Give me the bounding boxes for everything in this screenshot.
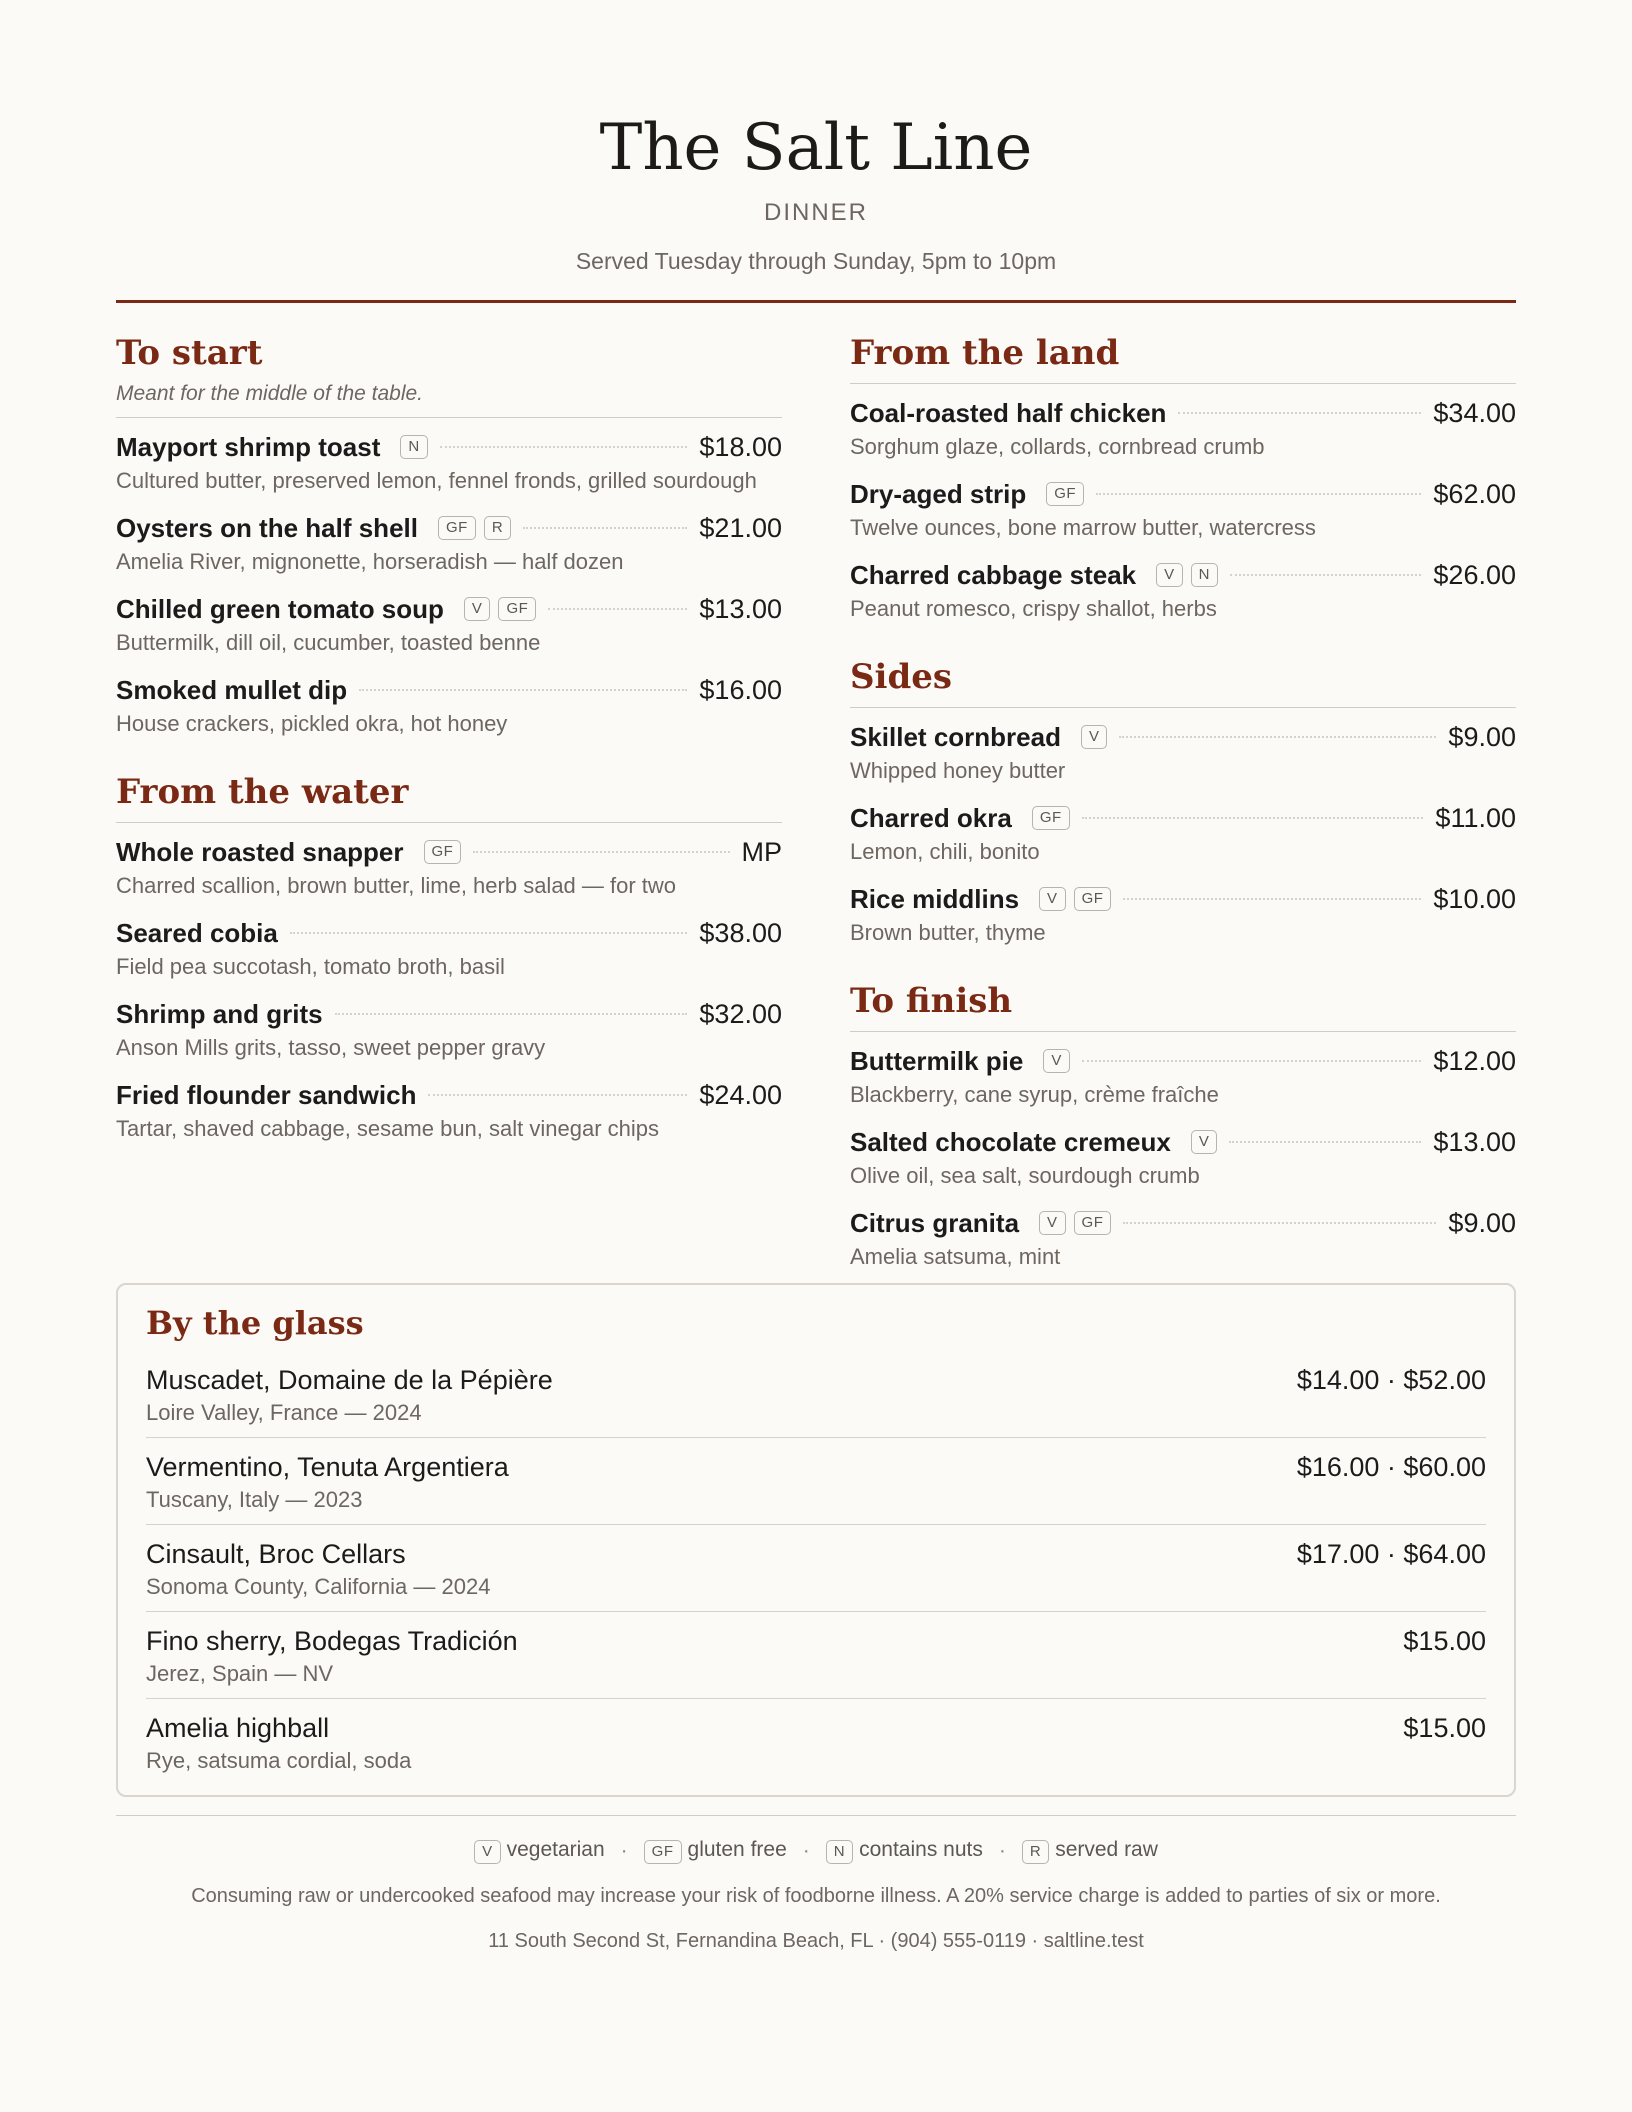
section-title: To start: [116, 333, 263, 373]
menu-item: [116, 997, 782, 1062]
item-name: Seared cobia: [116, 917, 278, 948]
legend-separator: ·: [620, 1839, 628, 1862]
wine-origin: Loire Valley, France — 2024: [146, 1400, 422, 1425]
section-water: [116, 772, 782, 1143]
menu-item: [850, 1044, 1516, 1109]
item-description: Lemon, chili, bonito: [850, 839, 1040, 864]
dietary-tags: [464, 597, 536, 621]
item-description: Cultured butter, preserved lemon, fennel fronds, grilled sourdough: [116, 468, 757, 493]
dot-leader: [440, 446, 688, 448]
dietary-tags: [1046, 482, 1084, 506]
menu-item: [850, 1206, 1516, 1271]
item-description: Anson Mills grits, tasso, sweet pepper gravy: [116, 1035, 546, 1060]
wine-item: [146, 1450, 1486, 1525]
item-price: $11.00: [1435, 802, 1516, 833]
item-description: Tartar, shaved cabbage, sesame bun, salt vinegar chips: [116, 1116, 659, 1141]
item-name: Whole roasted snapper: [116, 836, 404, 867]
dietary-tags: [1081, 725, 1108, 749]
menu-item-line: [850, 882, 1516, 916]
dietary-tags: [400, 435, 427, 459]
wine-name: Vermentino, Tenuta Argentiera: [146, 1452, 509, 1482]
menu-item: [116, 430, 782, 495]
menu-item-list: [116, 835, 782, 1143]
item-description: Charred scallion, brown butter, lime, herb salad — for two: [116, 873, 677, 898]
section-title: From the land: [850, 333, 1120, 373]
dot-leader: [1178, 412, 1421, 414]
menu-item-line: [116, 592, 782, 626]
wine-item: [146, 1711, 1486, 1777]
dot-leader: [428, 1094, 687, 1096]
dot-leader: [473, 851, 729, 853]
item-name: Coal-roasted half chicken: [850, 397, 1167, 428]
section-sides: [850, 657, 1516, 947]
dietary-badge: V: [464, 597, 491, 621]
dot-leader: [335, 1013, 688, 1015]
wine-list: [116, 1283, 1516, 1797]
item-price: $10.00: [1433, 883, 1516, 914]
item-description: Sorghum glaze, collards, cornbread crumb: [850, 434, 1265, 459]
wine-price: $16.00 · $60.00: [1296, 1452, 1486, 1482]
legend-entry: [644, 1838, 787, 1864]
dietary-badge: V: [1039, 887, 1066, 911]
menu-item-line: [116, 1078, 782, 1112]
menu-item-line: [850, 558, 1516, 592]
section-divider: [116, 822, 782, 823]
wine-price: $14.00 · $52.00: [1296, 1365, 1486, 1395]
wine-price: $15.00: [1403, 1626, 1486, 1656]
dot-leader: [290, 932, 688, 934]
wine-origin: Sonoma County, California — 2024: [146, 1574, 491, 1599]
section-title: To finish: [850, 981, 1013, 1021]
section-note: Meant for the middle of the table.: [116, 382, 424, 405]
section-divider: [850, 707, 1516, 708]
dietary-badge: N: [400, 435, 427, 459]
item-price: $24.00: [699, 1079, 782, 1110]
dot-leader: [1119, 736, 1436, 738]
menu-item-line: [850, 477, 1516, 511]
wine-name: Amelia highball: [146, 1713, 330, 1743]
legend-entry: [474, 1838, 605, 1864]
dietary-badge: GF: [1046, 482, 1084, 506]
item-price: $12.00: [1433, 1045, 1516, 1076]
wine-info: [146, 1711, 411, 1775]
wine-info: [146, 1624, 518, 1688]
item-name: Charred okra: [850, 802, 1012, 833]
menu-item-list: [850, 396, 1516, 623]
menu-item: [116, 835, 782, 900]
dot-leader: [523, 527, 687, 529]
wine-origin: Jerez, Spain — NV: [146, 1661, 334, 1686]
section-title: From the water: [116, 772, 409, 812]
health-notice: Consuming raw or undercooked seafood may increase your risk of foodborne illness. A 20% service charge is added to parties of six or more.: [191, 1885, 1441, 1907]
dietary-badge: V: [1081, 725, 1108, 749]
item-description: Amelia River, mignonette, horseradish — half dozen: [116, 549, 624, 574]
menu-item: [116, 916, 782, 981]
dietary-badge: R: [1022, 1840, 1049, 1864]
dietary-badge: GF: [1032, 806, 1070, 830]
dietary-badge: GF: [644, 1840, 682, 1864]
item-name: Salted chocolate cremeux: [850, 1126, 1171, 1157]
menu-item-line: [850, 801, 1516, 835]
dietary-badge: GF: [498, 597, 536, 621]
item-name: Citrus granita: [850, 1207, 1020, 1238]
dot-leader: [548, 608, 687, 610]
dietary-badge: GF: [1074, 1211, 1112, 1235]
dot-leader: [1096, 493, 1421, 495]
section-divider: [850, 383, 1516, 384]
menu-item-line: [116, 997, 782, 1031]
dot-leader: [1123, 1222, 1436, 1224]
menu-item-line: [850, 1044, 1516, 1078]
item-price: $13.00: [1433, 1126, 1516, 1157]
item-name: Rice middlins: [850, 883, 1020, 914]
menu-item-list: [850, 1044, 1516, 1271]
menu-item-line: [116, 916, 782, 950]
wine-item: [146, 1363, 1486, 1438]
section-start: [116, 333, 782, 738]
menu-item-list: [850, 720, 1516, 947]
legend-label: vegetarian: [506, 1838, 605, 1861]
dietary-badge: V: [474, 1840, 501, 1864]
item-description: Twelve ounces, bone marrow butter, watercress: [850, 515, 1316, 540]
item-description: Brown butter, thyme: [850, 920, 1046, 945]
dot-leader: [359, 689, 687, 691]
menu-item-line: [850, 1125, 1516, 1159]
legend-separator: ·: [802, 1839, 810, 1862]
legend-label: gluten free: [687, 1838, 787, 1861]
item-price: $18.00: [699, 431, 782, 462]
menu-item: [850, 720, 1516, 785]
dietary-badge: V: [1156, 563, 1183, 587]
wine-info: [146, 1537, 490, 1601]
legend-entry: [826, 1838, 983, 1864]
wine-info: [146, 1450, 509, 1514]
left-column: [116, 333, 782, 1305]
wine-item: [146, 1537, 1486, 1612]
menu-item-line: [850, 720, 1516, 754]
dietary-badge: GF: [1074, 887, 1112, 911]
wine-name: Muscadet, Domaine de la Pépière: [146, 1365, 553, 1395]
dietary-tags: [1032, 806, 1070, 830]
item-price: $13.00: [699, 593, 782, 624]
menu-item-list: [116, 430, 782, 738]
section-divider: [116, 417, 782, 418]
menu-item: [116, 592, 782, 657]
dietary-tags: [1039, 1211, 1111, 1235]
dietary-badge: N: [826, 1840, 853, 1864]
item-price: MP: [741, 836, 782, 867]
restaurant-name: The Salt Line: [599, 111, 1033, 185]
wine-section-title: By the glass: [146, 1304, 364, 1342]
wine-price: $15.00: [1403, 1713, 1486, 1743]
wine-origin: Rye, satsuma cordial, soda: [146, 1748, 412, 1773]
dietary-badge: R: [484, 516, 511, 540]
item-name: Mayport shrimp toast: [116, 431, 381, 462]
item-price: $9.00: [1448, 721, 1516, 752]
dot-leader: [1229, 1141, 1421, 1143]
item-name: Fried flounder sandwich: [116, 1079, 417, 1110]
section-land: [850, 333, 1516, 623]
item-price: $34.00: [1433, 397, 1516, 428]
item-price: $32.00: [699, 998, 782, 1029]
item-description: Buttermilk, dill oil, cucumber, toasted benne: [116, 630, 541, 655]
dietary-badge: GF: [424, 840, 462, 864]
dietary-badge: V: [1039, 1211, 1066, 1235]
menu-item: [850, 477, 1516, 542]
contact-line: 11 South Second St, Fernandina Beach, FL · (904) 555-0119 · saltline.test: [488, 1930, 1144, 1952]
legend-label: contains nuts: [859, 1838, 983, 1861]
menu-item: [116, 1078, 782, 1143]
item-description: Olive oil, sea salt, sourdough crumb: [850, 1163, 1200, 1188]
menu-item: [850, 801, 1516, 866]
item-description: Whipped honey butter: [850, 758, 1066, 783]
menu-item: [850, 1125, 1516, 1190]
section-title: Sides: [850, 657, 953, 697]
item-name: Smoked mullet dip: [116, 674, 348, 705]
dot-leader: [1123, 898, 1421, 900]
dietary-tags: [1156, 563, 1218, 587]
menu-item-line: [850, 1206, 1516, 1240]
item-name: Skillet cornbread: [850, 721, 1061, 752]
menu-columns: [116, 333, 1516, 1305]
menu-item: [850, 558, 1516, 623]
section-divider: [850, 1031, 1516, 1032]
dietary-badge: N: [1191, 563, 1218, 587]
dietary-tags: [1191, 1130, 1218, 1154]
menu-item: [116, 673, 782, 738]
wine-name: Cinsault, Broc Cellars: [146, 1539, 406, 1569]
wine-origin: Tuscany, Italy — 2023: [146, 1487, 363, 1512]
dietary-badge: V: [1191, 1130, 1218, 1154]
item-name: Charred cabbage steak: [850, 559, 1137, 590]
menu-item: [850, 882, 1516, 947]
item-name: Shrimp and grits: [116, 998, 323, 1029]
item-description: House crackers, pickled okra, hot honey: [116, 711, 508, 736]
menu-item-line: [116, 835, 782, 869]
menu-item: [116, 511, 782, 576]
item-name: Buttermilk pie: [850, 1045, 1024, 1076]
menu-item-line: [850, 396, 1516, 430]
item-price: $21.00: [699, 512, 782, 543]
item-price: $26.00: [1433, 559, 1516, 590]
dietary-badge: GF: [438, 516, 476, 540]
dietary-legend: [116, 1838, 1516, 1864]
dietary-tags: [1043, 1049, 1070, 1073]
item-description: Blackberry, cane syrup, crème fraîche: [850, 1082, 1219, 1107]
legend-entry: [1022, 1838, 1158, 1864]
item-price: $16.00: [699, 674, 782, 705]
legend-separator: ·: [998, 1839, 1006, 1862]
item-price: $38.00: [699, 917, 782, 948]
item-name: Dry-aged strip: [850, 478, 1027, 509]
wine-info: [146, 1363, 553, 1427]
item-description: Peanut romesco, crispy shallot, herbs: [850, 596, 1217, 621]
dietary-tags: [438, 516, 511, 540]
menu-type: DINNER: [763, 199, 868, 226]
item-description: Field pea succotash, tomato broth, basil: [116, 954, 505, 979]
menu-item-line: [116, 673, 782, 707]
dot-leader: [1082, 817, 1424, 819]
wine-item-list: [146, 1363, 1486, 1777]
item-description: Amelia satsuma, mint: [850, 1244, 1061, 1269]
header-divider: [116, 300, 1516, 303]
item-price: $62.00: [1433, 478, 1516, 509]
wine-item: [146, 1624, 1486, 1699]
dietary-tags: [1039, 887, 1111, 911]
item-name: Chilled green tomato soup: [116, 593, 444, 624]
menu-item-line: [116, 511, 782, 545]
dietary-badge: V: [1043, 1049, 1070, 1073]
service-hours: Served Tuesday through Sunday, 5pm to 10pm: [575, 248, 1057, 274]
item-name: Oysters on the half shell: [116, 512, 418, 543]
section-finish: [850, 981, 1516, 1271]
legend-label: served raw: [1055, 1838, 1158, 1861]
dot-leader: [1230, 574, 1421, 576]
menu-header: [116, 0, 1516, 303]
dietary-tags: [424, 840, 462, 864]
dot-leader: [1082, 1060, 1422, 1062]
menu-item-line: [116, 430, 782, 464]
wine-name: Fino sherry, Bodegas Tradición: [146, 1626, 518, 1656]
footer-divider: [116, 1815, 1516, 1816]
right-column: [850, 333, 1516, 1305]
wine-price: $17.00 · $64.00: [1296, 1539, 1486, 1569]
menu-item: [850, 396, 1516, 461]
item-price: $9.00: [1448, 1207, 1516, 1238]
